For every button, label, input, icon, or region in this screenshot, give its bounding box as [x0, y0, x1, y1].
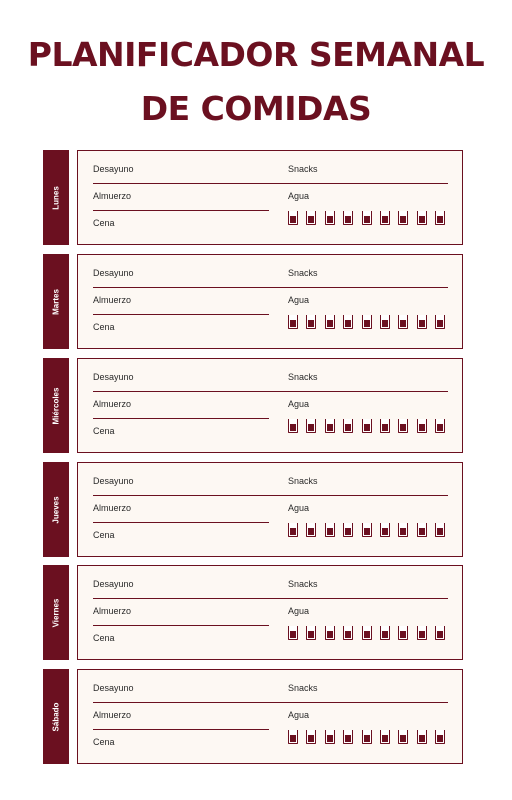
water-tracker: [288, 211, 454, 225]
water-cup-icon[interactable]: [417, 315, 427, 329]
snacks-label: Snacks: [288, 579, 318, 589]
water-cup-icon[interactable]: [398, 211, 408, 225]
lunch-line[interactable]: [93, 625, 269, 626]
water-cup-icon[interactable]: [380, 730, 390, 744]
water-label: Agua: [288, 399, 310, 409]
lunch-line[interactable]: [93, 210, 269, 211]
water-tracker: [288, 523, 454, 537]
water-cup-icon[interactable]: [435, 730, 445, 744]
water-cup-icon[interactable]: [380, 419, 390, 433]
water-cup-icon[interactable]: [398, 315, 408, 329]
day-section: [43, 669, 463, 764]
water-cup-icon[interactable]: [417, 419, 427, 433]
water-cup-icon[interactable]: [325, 626, 335, 640]
day-section: [43, 150, 463, 245]
water-cup-icon[interactable]: [325, 419, 335, 433]
water-cup-icon[interactable]: [288, 315, 298, 329]
breakfast-label: Desayuno: [93, 372, 134, 382]
day-label: Jueves: [51, 495, 61, 524]
day-tab: [43, 669, 69, 764]
breakfast-line[interactable]: [93, 183, 448, 184]
lunch-label: Almuerzo: [93, 503, 132, 513]
dinner-label: Cena: [93, 322, 115, 332]
water-cup-icon[interactable]: [343, 315, 353, 329]
dinner-label: Cena: [93, 426, 115, 436]
page-title: [0, 28, 512, 136]
day-card: [77, 565, 463, 660]
water-cup-icon[interactable]: [380, 523, 390, 537]
water-cup-icon[interactable]: [325, 315, 335, 329]
water-label: Agua: [288, 710, 310, 720]
snacks-label: Snacks: [288, 476, 318, 486]
title-line-1: PLANIFICADOR SEMANAL: [27, 35, 485, 74]
water-cup-icon[interactable]: [306, 730, 316, 744]
water-cup-icon[interactable]: [380, 626, 390, 640]
water-cup-icon[interactable]: [362, 730, 372, 744]
day-label: Viernes: [51, 598, 61, 627]
lunch-label: Almuerzo: [93, 606, 132, 616]
water-cup-icon[interactable]: [306, 626, 316, 640]
day-label: Sábado: [51, 702, 61, 731]
day-label: Miércoles: [51, 387, 61, 424]
breakfast-line[interactable]: [93, 287, 448, 288]
lunch-line[interactable]: [93, 522, 269, 523]
day-card: [77, 254, 463, 349]
dinner-label: Cena: [93, 737, 115, 747]
water-cup-icon[interactable]: [306, 523, 316, 537]
water-cup-icon[interactable]: [435, 211, 445, 225]
day-section: [43, 358, 463, 453]
water-cup-icon[interactable]: [288, 626, 298, 640]
water-cup-icon[interactable]: [288, 211, 298, 225]
day-card: [77, 462, 463, 557]
water-cup-icon[interactable]: [417, 523, 427, 537]
water-cup-icon[interactable]: [343, 523, 353, 537]
lunch-line[interactable]: [93, 418, 269, 419]
day-tab: [43, 358, 69, 453]
water-cup-icon[interactable]: [362, 626, 372, 640]
water-tracker: [288, 730, 454, 744]
water-cup-icon[interactable]: [362, 211, 372, 225]
water-cup-icon[interactable]: [417, 626, 427, 640]
day-label: Lunes: [51, 185, 61, 210]
water-cup-icon[interactable]: [306, 419, 316, 433]
water-cup-icon[interactable]: [435, 419, 445, 433]
water-cup-icon[interactable]: [288, 730, 298, 744]
water-cup-icon[interactable]: [398, 419, 408, 433]
water-cup-icon[interactable]: [398, 626, 408, 640]
day-tab: [43, 462, 69, 557]
water-cup-icon[interactable]: [417, 211, 427, 225]
day-tab: [43, 565, 69, 660]
snacks-label: Snacks: [288, 164, 318, 174]
water-cup-icon[interactable]: [343, 211, 353, 225]
water-tracker: [288, 315, 454, 329]
snacks-label: Snacks: [288, 372, 318, 382]
water-cup-icon[interactable]: [398, 730, 408, 744]
water-cup-icon[interactable]: [343, 730, 353, 744]
water-cup-icon[interactable]: [306, 315, 316, 329]
water-cup-icon[interactable]: [362, 523, 372, 537]
water-cup-icon[interactable]: [325, 523, 335, 537]
water-label: Agua: [288, 503, 310, 513]
lunch-line[interactable]: [93, 314, 269, 315]
water-label: Agua: [288, 295, 310, 305]
water-cup-icon[interactable]: [343, 626, 353, 640]
water-cup-icon[interactable]: [362, 419, 372, 433]
lunch-label: Almuerzo: [93, 399, 132, 409]
water-cup-icon[interactable]: [343, 419, 353, 433]
day-section: [43, 462, 463, 557]
breakfast-label: Desayuno: [93, 579, 134, 589]
water-cup-icon[interactable]: [398, 523, 408, 537]
breakfast-label: Desayuno: [93, 683, 134, 693]
day-label: Martes: [51, 288, 61, 315]
breakfast-label: Desayuno: [93, 164, 134, 174]
water-tracker: [288, 626, 454, 640]
breakfast-line[interactable]: [93, 495, 448, 496]
water-cup-icon[interactable]: [325, 211, 335, 225]
water-cup-icon[interactable]: [306, 211, 316, 225]
breakfast-line[interactable]: [93, 391, 448, 392]
water-cup-icon[interactable]: [380, 211, 390, 225]
water-cup-icon[interactable]: [435, 626, 445, 640]
dinner-label: Cena: [93, 530, 115, 540]
breakfast-line[interactable]: [93, 702, 448, 703]
dinner-label: Cena: [93, 633, 115, 643]
water-cup-icon[interactable]: [435, 523, 445, 537]
day-section: [43, 254, 463, 349]
day-card: [77, 669, 463, 764]
snacks-label: Snacks: [288, 683, 318, 693]
water-cup-icon[interactable]: [288, 419, 298, 433]
lunch-label: Almuerzo: [93, 710, 132, 720]
water-cup-icon[interactable]: [417, 730, 427, 744]
snacks-label: Snacks: [288, 268, 318, 278]
breakfast-label: Desayuno: [93, 268, 134, 278]
breakfast-label: Desayuno: [93, 476, 134, 486]
water-cup-icon[interactable]: [435, 315, 445, 329]
breakfast-line[interactable]: [93, 598, 448, 599]
water-cup-icon[interactable]: [362, 315, 372, 329]
water-cup-icon[interactable]: [325, 730, 335, 744]
water-cup-icon[interactable]: [380, 315, 390, 329]
water-cup-icon[interactable]: [288, 523, 298, 537]
day-card: [77, 150, 463, 245]
lunch-label: Almuerzo: [93, 191, 132, 201]
title-line-2: DE COMIDAS: [140, 89, 372, 128]
day-section: [43, 565, 463, 660]
day-card: [77, 358, 463, 453]
water-label: Agua: [288, 191, 310, 201]
lunch-label: Almuerzo: [93, 295, 132, 305]
water-label: Agua: [288, 606, 310, 616]
day-tab: [43, 254, 69, 349]
day-tab: [43, 150, 69, 245]
water-tracker: [288, 419, 454, 433]
lunch-line[interactable]: [93, 729, 269, 730]
dinner-label: Cena: [93, 218, 115, 228]
